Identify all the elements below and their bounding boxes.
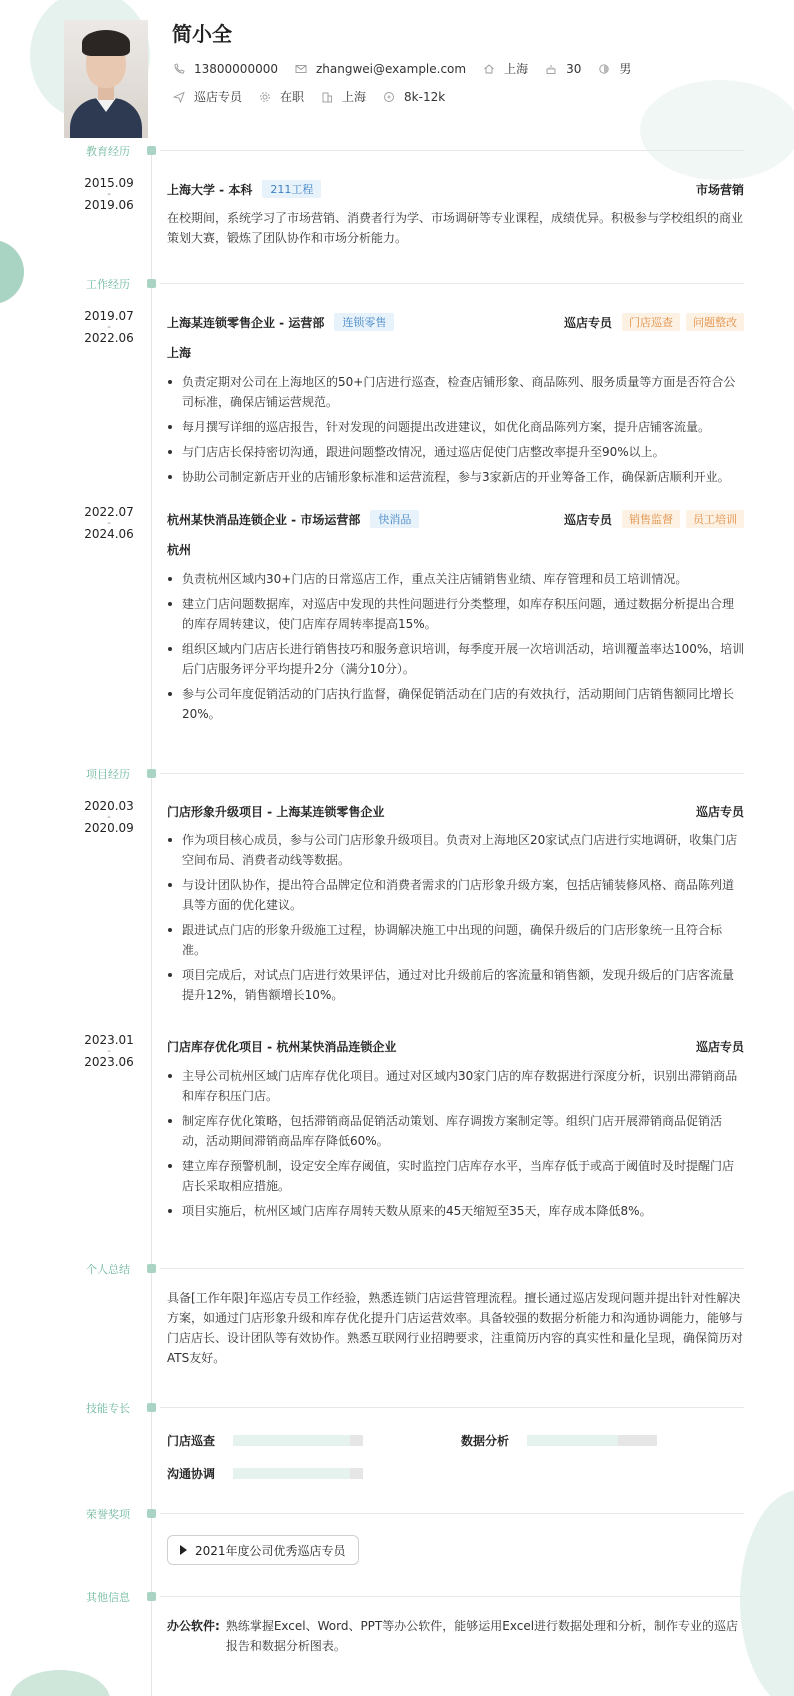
list-item: 参与公司年度促销活动的门店执行监督，确保促销活动在门店的有效执行，活动期间门店销售额同比增长20%。	[167, 684, 745, 724]
skill-bar-fill	[233, 1468, 350, 1479]
list-item: 建立库存预警机制，设定安全库存阈值，实时监控门店库存水平，当库存低于或高于阈值时及时提醒门店店长采取相应措施。	[167, 1156, 745, 1196]
home-icon	[482, 62, 496, 76]
date-start: 2019.07	[84, 309, 134, 323]
school-name: 上海大学 - 本科	[167, 182, 253, 197]
date-end: 2023.06	[84, 1055, 134, 1069]
section-title-other: 其他信息	[86, 1591, 130, 1604]
work-bullets	[167, 372, 745, 492]
date-dash: -	[107, 812, 111, 823]
section-title-skills: 技能专长	[86, 1402, 130, 1415]
skill-tag: 销售监督	[622, 510, 680, 528]
school-tag: 211工程	[262, 180, 321, 198]
work-dates	[78, 310, 140, 345]
expected-city-item	[320, 88, 366, 105]
skill-item	[167, 1465, 363, 1482]
send-icon	[172, 90, 186, 104]
location-text: 上海	[504, 62, 529, 76]
age-text: 30	[566, 61, 582, 76]
skill-item	[167, 1432, 363, 1449]
project-header	[167, 1038, 744, 1055]
phone-item	[172, 62, 278, 76]
gender-item	[597, 60, 631, 77]
other-label: 办公软件:	[167, 1619, 220, 1633]
skill-name: 数据分析	[461, 1434, 510, 1448]
education-dates	[78, 177, 140, 212]
other-info	[167, 1616, 745, 1656]
list-item: 项目实施后，杭州区域门店库存周转天数从原来的45天缩短至35天，库存成本降低8%。	[167, 1201, 745, 1221]
work-header	[167, 510, 744, 528]
section-title-awards: 荣誉奖项	[86, 1508, 130, 1521]
project-bullets	[167, 830, 745, 1010]
project-dates	[78, 1034, 140, 1069]
job-role: 巡店专员	[563, 512, 612, 527]
skill-bar-fill	[527, 1435, 618, 1446]
industry-tag: 快消品	[370, 510, 419, 528]
skill-item	[461, 1432, 657, 1449]
position-item	[172, 88, 242, 105]
cake-icon	[544, 62, 558, 76]
work-dates	[78, 506, 140, 541]
phone-text: 13800000000	[194, 61, 278, 76]
list-item: 跟进试点门店的形象升级施工过程，协调解决施工中出现的问题，确保升级后的门店形象统一且符合标准。	[167, 920, 745, 960]
date-start: 2022.07	[84, 505, 134, 519]
date-dash: -	[107, 1046, 111, 1057]
gender-icon	[597, 62, 611, 76]
play-icon	[180, 1545, 187, 1555]
work-city: 上海	[167, 346, 192, 360]
skill-tag: 问题整改	[686, 313, 744, 331]
skill-tag: 门店巡查	[622, 313, 680, 331]
date-dash: -	[107, 189, 111, 200]
list-item: 项目完成后，对试点门店进行效果评估，通过对比升级前后的客流量和销售额，发现升级后的门店客流量提升12%，销售额增长10%。	[167, 965, 745, 1005]
list-item: 负责定期对公司在上海地区的50+门店进行巡查，检查店铺形象、商品陈列、服务质量等方面是否符合公司标准，确保店铺运营规范。	[167, 372, 745, 412]
date-start: 2020.03	[84, 799, 134, 813]
email-item	[294, 62, 466, 76]
work-header	[167, 313, 744, 331]
salary-item	[382, 90, 445, 104]
status-text: 在职	[280, 90, 305, 104]
salary-text: 8k-12k	[404, 89, 446, 104]
section-divider	[160, 1407, 744, 1408]
project-title: 门店库存优化项目 - 杭州某快消品连锁企业	[167, 1040, 397, 1054]
list-item: 负责杭州区域内30+门店的日常巡店工作，重点关注店铺销售业绩、库存管理和员工培训情况。	[167, 569, 745, 589]
list-item: 与设计团队协作，提出符合品牌定位和消费者需求的门店形象升级方案，包括店铺装修风格、商品陈列道具等方面的优化建议。	[167, 875, 745, 915]
date-dash: -	[107, 518, 111, 529]
award-text: 2021年度公司优秀巡店专员	[195, 1543, 346, 1558]
work-city: 杭州	[167, 543, 192, 557]
date-dash: -	[107, 322, 111, 333]
work-bullets	[167, 569, 745, 729]
company-name: 杭州某快消品连锁企业 - 市场运营部	[167, 512, 361, 527]
education-header	[167, 180, 744, 198]
date-end: 2020.09	[84, 821, 134, 835]
project-bullets	[167, 1066, 745, 1226]
skill-bar	[233, 1435, 363, 1446]
age-item	[544, 62, 581, 76]
skill-name: 门店巡查	[167, 1434, 216, 1448]
section-divider	[160, 283, 744, 284]
gender-text: 男	[619, 62, 632, 76]
skill-tag: 员工培训	[686, 510, 744, 528]
company-name: 上海某连锁零售企业 - 运营部	[167, 315, 325, 330]
timeline-axis	[151, 150, 152, 1696]
skill-bar	[527, 1435, 657, 1446]
list-item: 建立门店问题数据库，对巡店中发现的共性问题进行分类整理，如库存积压问题，通过数据分析提出合理的库存周转建议，使门店库存周转率提高15%。	[167, 594, 745, 634]
section-marker	[147, 1264, 156, 1273]
section-title-education: 教育经历	[86, 145, 130, 158]
building-icon	[320, 90, 334, 104]
email-icon	[294, 62, 308, 76]
section-divider	[160, 1596, 744, 1597]
education-description: 在校期间，系统学习了市场营销、消费者行为学、市场调研等专业课程，成绩优异。积极参与学校组织的商业策划大赛，锻炼了团队协作和市场分析能力。	[167, 211, 744, 245]
phone-icon	[172, 62, 186, 76]
skill-bar	[233, 1468, 363, 1479]
section-title-work: 工作经历	[86, 278, 130, 291]
date-start: 2015.09	[84, 176, 134, 190]
money-icon	[382, 90, 396, 104]
summary-text: 具备[工作年限]年巡店专员工作经验，熟悉连锁门店运营管理流程。擅长通过巡店发现问题并提出针对性解决方案，如通过门店形象升级和库存优化提升门店运营效率。具备较强的数据分析能力和沟通协调能力，能够与门店店长、设计团队等有效协作。熟悉互联网行业招聘要求，注重简历内容的真实性和量化呈现，确保简历对ATS友好。	[167, 1291, 744, 1365]
project-role: 巡店专员	[695, 1040, 744, 1054]
location-item	[482, 60, 528, 77]
skill-name: 沟通协调	[167, 1467, 216, 1481]
list-item: 与门店店长保持密切沟通，跟进问题整改情况，通过巡店促使门店整改率提升至90%以上。	[167, 442, 745, 462]
candidate-name: 简小全	[172, 22, 232, 46]
project-header	[167, 803, 744, 820]
list-item: 制定库存优化策略，包括滞销商品促销活动策划、库存调拨方案制定等。组织门店开展滞销商品促销活动，活动期间滞销商品库存降低60%。	[167, 1111, 745, 1151]
project-role: 巡店专员	[695, 805, 744, 819]
project-dates	[78, 800, 140, 835]
list-item: 主导公司杭州区域门店库存优化项目。通过对区域内30家门店的库存数据进行深度分析，识别出滞销商品和库存积压门店。	[167, 1066, 745, 1106]
date-end: 2019.06	[84, 198, 134, 212]
date-end: 2022.06	[84, 331, 134, 345]
section-marker	[147, 1509, 156, 1518]
other-value: 熟练掌握Excel、Word、PPT等办公软件，能够运用Excel进行数据处理和分析，制作专业的巡店报告和数据分析图表。	[225, 1619, 739, 1653]
section-divider	[160, 150, 744, 151]
date-end: 2024.06	[84, 527, 134, 541]
section-title-projects: 项目经历	[86, 768, 130, 781]
section-marker	[147, 146, 156, 155]
list-item: 组织区域内门店店长进行销售技巧和服务意识培训，每季度开展一次培训活动，培训覆盖率达100%，培训后门店服务评分平均提升2分（满分10分）。	[167, 639, 745, 679]
industry-tag: 连锁零售	[334, 313, 394, 331]
section-marker	[147, 769, 156, 778]
date-start: 2023.01	[84, 1033, 134, 1047]
project-title: 门店形象升级项目 - 上海某连锁零售企业	[167, 805, 385, 819]
section-marker	[147, 1403, 156, 1412]
avatar	[64, 20, 148, 138]
gear-icon	[258, 90, 272, 104]
skill-bar-fill	[233, 1435, 350, 1446]
expected-city-text: 上海	[342, 90, 367, 104]
section-divider	[160, 773, 744, 774]
list-item: 协助公司制定新店开业的店铺形象标准和运营流程，参与3家新店的开业筹备工作，确保新店顺利开业。	[167, 467, 745, 487]
position-text: 巡店专员	[194, 90, 243, 104]
section-marker	[147, 279, 156, 288]
section-marker	[147, 1592, 156, 1601]
job-role: 巡店专员	[563, 315, 612, 330]
status-item	[258, 88, 304, 105]
contact-row	[172, 60, 647, 77]
section-title-summary: 个人总结	[86, 1263, 130, 1276]
list-item: 每月撰写详细的巡店报告，针对发现的问题提出改进建议，如优化商品陈列方案，提升店铺客流量。	[167, 417, 745, 437]
section-divider	[160, 1513, 744, 1514]
email-text: zhangwei@example.com	[315, 61, 467, 76]
major: 市场营销	[695, 182, 744, 197]
list-item: 作为项目核心成员，参与公司门店形象升级项目。负责对上海地区20家试点门店进行实地调研，收集门店空间布局、消费者动线等数据。	[167, 830, 745, 870]
section-divider	[160, 1268, 744, 1269]
job-intent-row	[172, 88, 461, 105]
award-item	[167, 1535, 359, 1565]
